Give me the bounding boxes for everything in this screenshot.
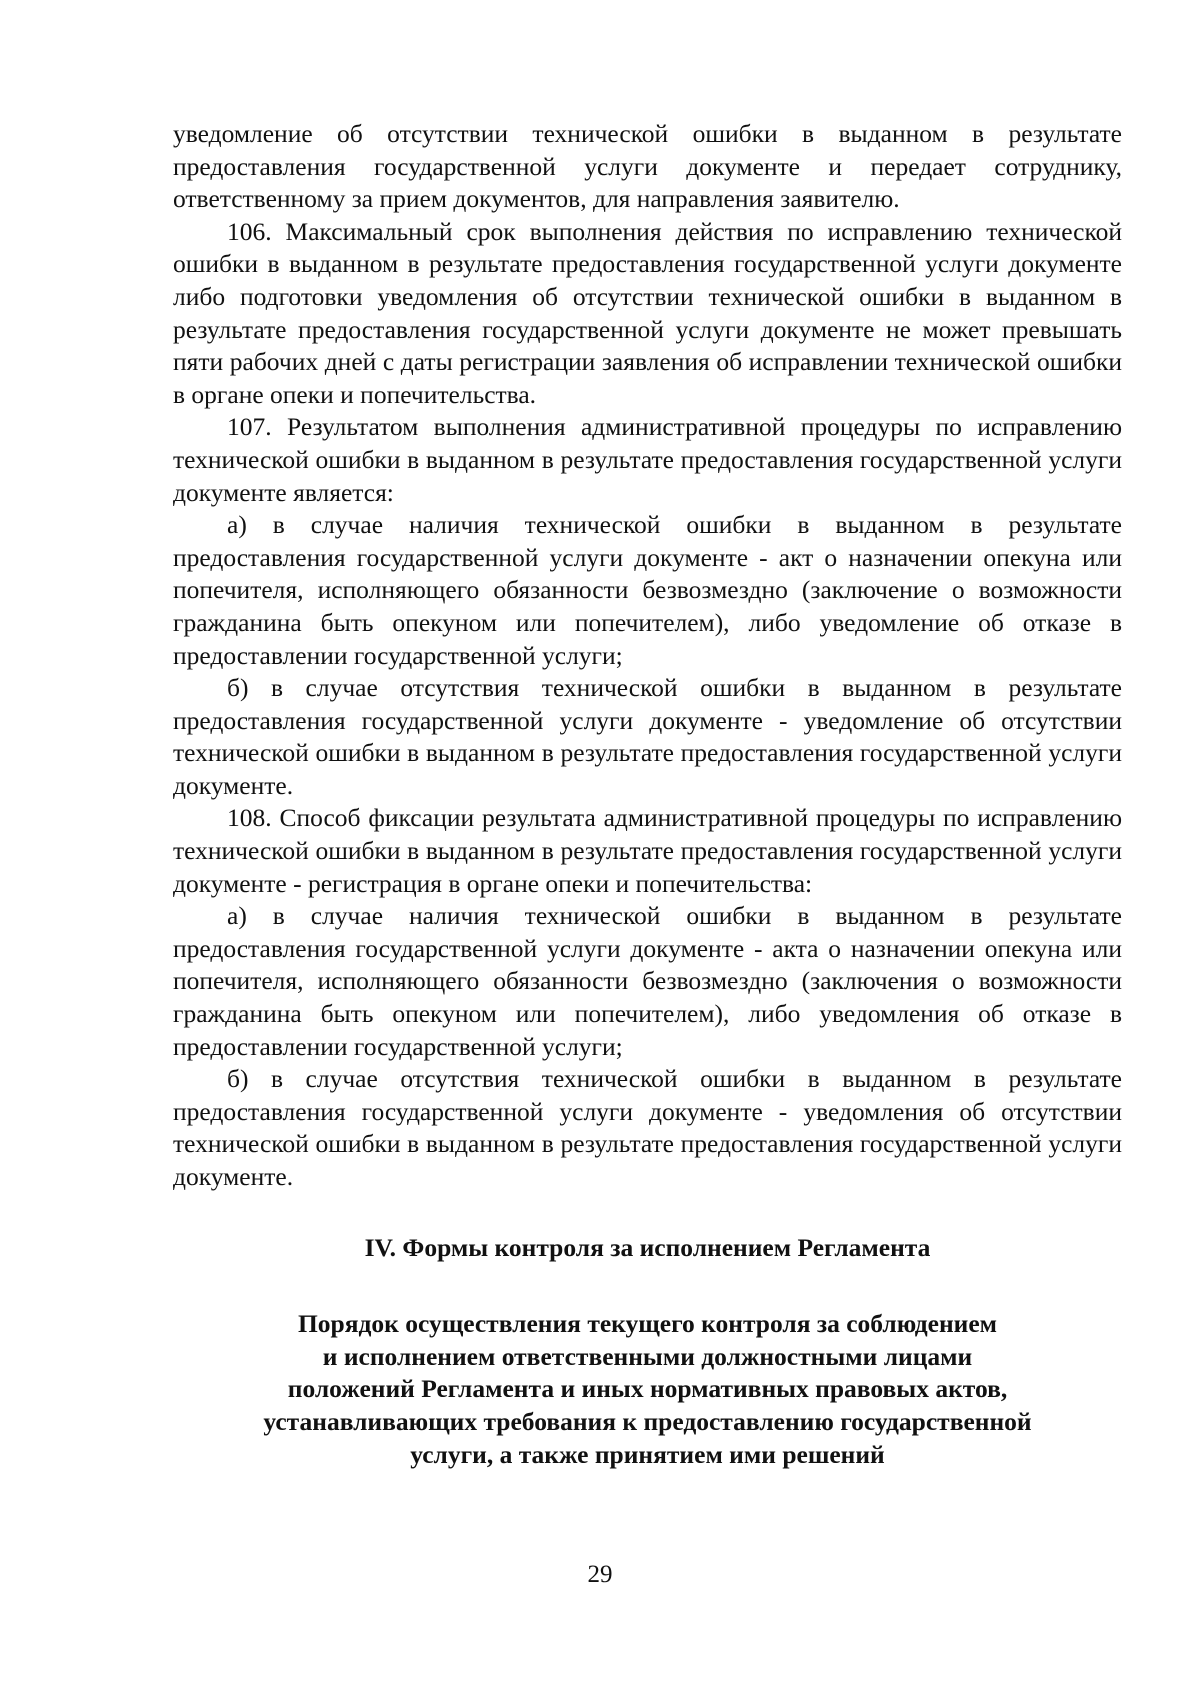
- paragraph-106: 106. Максимальный срок выполнения действия по исправлению технической ошибки в выданном в результате предоставления государственной услуги документе либо подготовки уведомления об отсутствии технической ошибки в выданном в результате предоставления государственной услуги документе не может превышать пяти рабочих дней с даты регистрации заявления об исправлении технической ошибки в органе опеки и попечительства.: [173, 216, 1122, 409]
- paragraph-continuation: уведомление об отсутствии технической ошибки в выданном в результате предоставления государственной услуги документе и передает сотруднику, ответственному за прием документов, для направления заявителю.: [173, 119, 1122, 214]
- subsection-title-line: Порядок осуществления текущего контроля за соблюдением: [297, 1309, 998, 1339]
- paragraph-108: 108. Способ фиксации результата административной процедуры по исправлению технической ошибки в выданном в результате предоставления государственной услуги документе - регистрация в органе опеки и попечительства:: [173, 803, 1122, 898]
- subsection-title-line: и исполнением ответственными должностными лицами: [322, 1341, 973, 1371]
- subsection-title: [173, 1308, 1122, 1471]
- page-number: 29: [587, 1561, 613, 1588]
- subsection-title-line: положений Регламента и иных нормативных правовых актов,: [287, 1374, 1008, 1404]
- section-title: IV. Формы контроля за исполнением Регламента: [364, 1232, 931, 1262]
- paragraph-108-a: а) в случае наличия технической ошибки в выданном в результате предоставления государственной услуги документе - акта о назначении опекуна или попечителя, исполняющего обязанности безвозмездно (заключения о возможности гражданина быть опекуном или попечителем), либо уведомления об отказе в предоставлении государственной услуги;: [173, 901, 1122, 1061]
- document-page: [173, 118, 1122, 1471]
- paragraph-108-b: б) в случае отсутствия технической ошибки в выданном в результате предоставления государственной услуги документе - уведомления об отсутствии технической ошибки в выданном в результате предоставления государственной услуги документе.: [173, 1064, 1122, 1191]
- paragraph-107: 107. Результатом выполнения административной процедуры по исправлению технической ошибки в выданном в результате предоставления государственной услуги документе является:: [173, 412, 1122, 507]
- paragraph-107-b: б) в случае отсутствия технической ошибки в выданном в результате предоставления государственной услуги документе - уведомление об отсутствии технической ошибки в выданном в результате предоставления государственной услуги документе.: [173, 673, 1122, 800]
- subsection-title-line: устанавливающих требования к предоставлению государственной: [263, 1406, 1032, 1436]
- paragraph-107-a: а) в случае наличия технической ошибки в выданном в результате предоставления государственной услуги документе - акт о назначении опекуна или попечителя, исполняющего обязанности безвозмездно (заключение о возможности гражданина быть опекуном или попечителем), либо уведомление об отказе в предоставлении государственной услуги;: [173, 510, 1122, 670]
- subsection-title-line: услуги, а также принятием ими решений: [410, 1439, 885, 1469]
